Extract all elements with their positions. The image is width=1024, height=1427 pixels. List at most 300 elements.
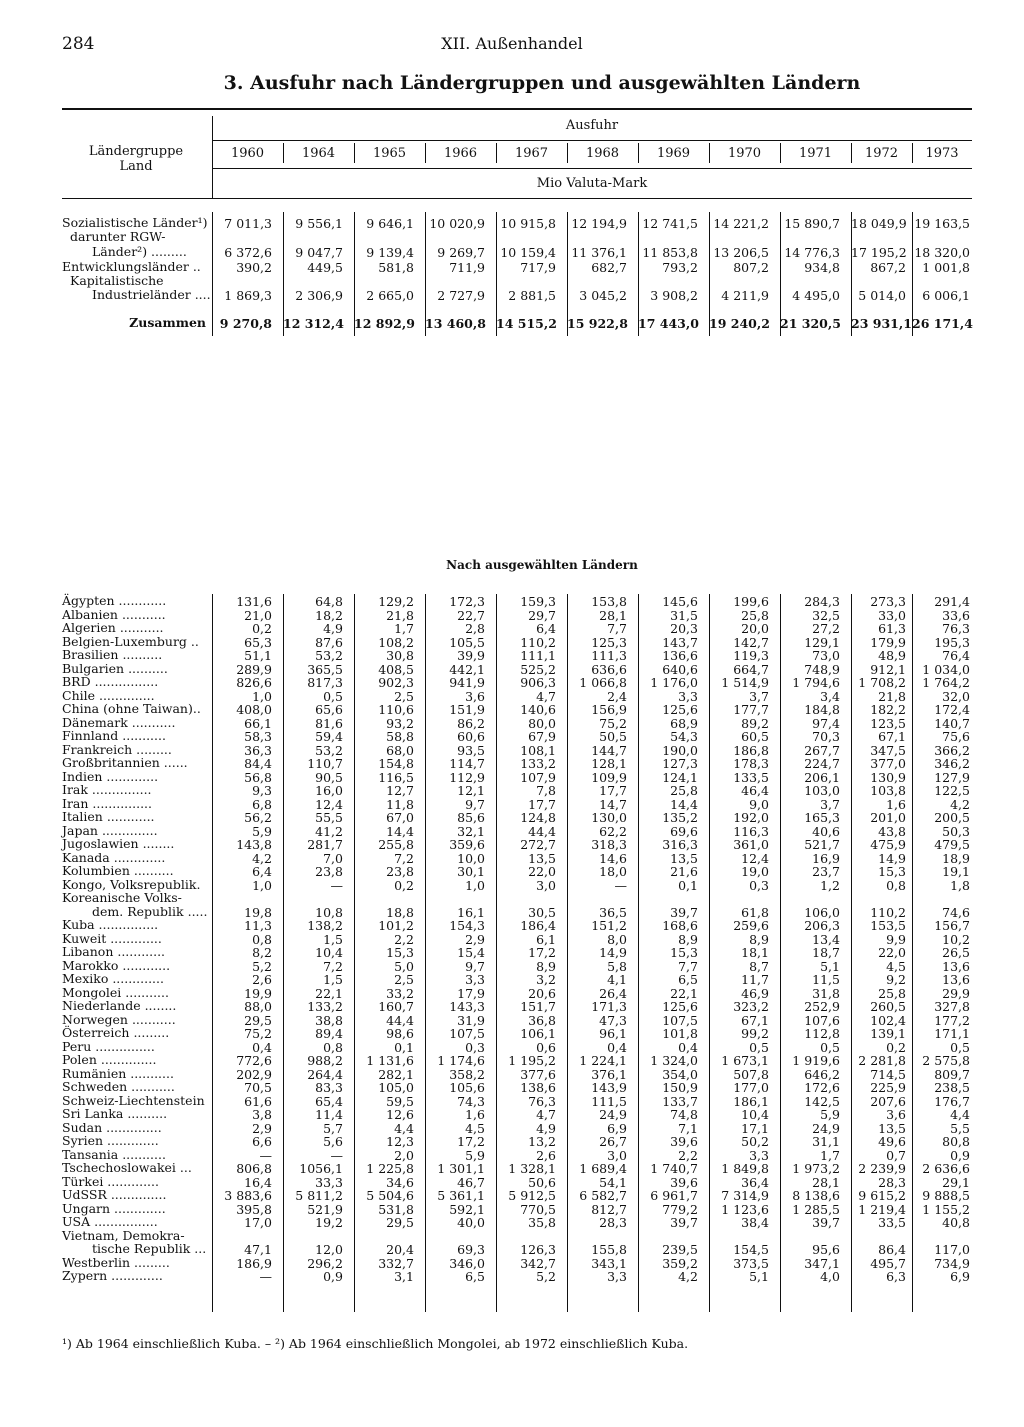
stub-header-line-2: Land xyxy=(119,159,153,174)
country-cell: 5 912,5 xyxy=(508,1188,556,1203)
country-cell: 7,7 xyxy=(607,621,627,636)
country-cell: 36,5 xyxy=(599,904,627,920)
country-cell: 342,7 xyxy=(520,1255,556,1271)
country-cell: 111,3 xyxy=(591,648,627,663)
country-cell: 13,2 xyxy=(528,1134,556,1149)
country-cell: 17,7 xyxy=(528,796,556,812)
country-cell: 16,9 xyxy=(812,850,840,866)
country-cell: 21,8 xyxy=(878,688,906,704)
country-cell: 16,4 xyxy=(244,1174,272,1190)
country-cell: 68,0 xyxy=(386,742,414,758)
country-cell: — xyxy=(330,1147,343,1163)
country-cell: 289,9 xyxy=(236,661,272,677)
country-cell: 130,9 xyxy=(870,769,906,785)
groups-cell: 6 372,6 xyxy=(224,245,272,260)
country-cell: 33,0 xyxy=(878,607,906,623)
year-divider xyxy=(354,143,355,163)
country-row-label: Indien ............. xyxy=(62,768,159,784)
groups-cell: 4 495,0 xyxy=(792,288,840,303)
country-cell: 9,0 xyxy=(749,796,769,812)
country-cell: 3,4 xyxy=(820,688,840,704)
country-cell: 142,7 xyxy=(733,634,769,650)
groups-cell: 3 045,2 xyxy=(579,288,627,303)
country-row-label: Tansania ........... xyxy=(62,1146,166,1162)
country-row-label: Algerien ........... xyxy=(62,620,164,635)
country-cell: 442,1 xyxy=(449,661,485,677)
country-cell: 3,6 xyxy=(886,1107,906,1122)
country-cell: 25,8 xyxy=(878,985,906,1001)
country-cell: 108,1 xyxy=(520,742,556,758)
country-cell: 38,8 xyxy=(315,1012,343,1028)
country-cell: 273,3 xyxy=(870,594,906,609)
country-cell: 664,7 xyxy=(733,661,769,677)
country-cell: 0,6 xyxy=(536,1039,556,1055)
country-cell: 4,4 xyxy=(394,1120,414,1136)
groups-cell: 2 665,0 xyxy=(366,288,414,303)
country-cell: 912,1 xyxy=(870,661,906,677)
country-cell: 5,8 xyxy=(607,958,627,974)
country-cell: 826,6 xyxy=(236,675,272,690)
year-header-1969: 1969 xyxy=(656,146,691,161)
groups-cell: 17 195,2 xyxy=(851,245,907,260)
country-cell: 41,2 xyxy=(315,823,343,839)
country-cell: 0,5 xyxy=(323,688,343,704)
country-cell: 343,1 xyxy=(591,1255,627,1271)
country-cell: 1 155,2 xyxy=(922,1201,970,1217)
country-cell: 66,1 xyxy=(244,715,272,731)
country-cell: 2,4 xyxy=(607,688,627,704)
country-cell: 377,0 xyxy=(870,756,906,771)
country-cell: 296,2 xyxy=(307,1255,343,1271)
groups-cell: 9 646,1 xyxy=(366,216,414,231)
country-cell: 6 961,7 xyxy=(650,1188,698,1203)
country-cell: 30,5 xyxy=(528,904,556,920)
country-cell: 2,8 xyxy=(465,621,485,636)
country-cell: 1,6 xyxy=(886,796,906,812)
country-cell: 127,3 xyxy=(662,756,698,771)
countries-heading: Nach ausgewählten Ländern xyxy=(446,558,638,572)
groups-cell: 14 221,2 xyxy=(713,216,769,231)
country-cell: 133,2 xyxy=(520,756,556,771)
country-cell: 47,1 xyxy=(244,1242,272,1257)
country-cell: 30,1 xyxy=(457,864,485,879)
country-row-label: Sri Lanka .......... xyxy=(62,1106,168,1121)
country-cell: 4,5 xyxy=(465,1120,485,1136)
country-cell: 48,9 xyxy=(878,648,906,663)
country-cell: 36,3 xyxy=(244,742,272,758)
country-cell: 110,2 xyxy=(870,904,906,920)
groups-cell: 14 776,3 xyxy=(784,245,840,260)
country-cell: 1 195,2 xyxy=(508,1053,556,1068)
country-row-label: Großbritannien ...... xyxy=(62,755,188,770)
country-cell: 8 138,6 xyxy=(792,1188,840,1203)
country-cell: 61,6 xyxy=(244,1093,272,1109)
groups-cell: 9 270,8 xyxy=(219,316,272,331)
country-cell: 347,5 xyxy=(870,742,906,758)
country-cell: 346,0 xyxy=(449,1255,485,1271)
year-divider xyxy=(425,143,426,163)
country-cell: 23,8 xyxy=(386,864,414,879)
country-cell: 0,7 xyxy=(886,1147,906,1163)
country-cell: 734,9 xyxy=(934,1255,970,1271)
country-cell: 1 176,0 xyxy=(650,675,698,690)
country-cell: 21,8 xyxy=(386,607,414,623)
country-cell: 6,4 xyxy=(536,621,556,636)
country-cell: 138,2 xyxy=(307,918,343,933)
country-cell: 33,6 xyxy=(942,607,970,623)
country-cell: 0,2 xyxy=(252,621,272,636)
country-cell: 74,3 xyxy=(457,1093,485,1109)
country-row-label: Ägypten ............ xyxy=(62,593,167,608)
groups-cell: 390,2 xyxy=(236,260,272,275)
groups-row-label: Entwicklungsländer .. xyxy=(62,259,201,274)
country-cell: 99,2 xyxy=(741,1026,769,1041)
country-row-label: Norwegen ........... xyxy=(62,1011,176,1027)
country-cell: 16,1 xyxy=(457,904,485,920)
country-cell: 29,5 xyxy=(386,1215,414,1230)
country-cell: 714,5 xyxy=(870,1066,906,1082)
country-cell: 10,8 xyxy=(315,904,343,920)
country-cell: 4,7 xyxy=(536,688,556,704)
country-cell: 3,0 xyxy=(536,877,556,893)
country-cell: 154,3 xyxy=(449,918,485,933)
country-cell: 154,5 xyxy=(733,1242,769,1257)
country-row-label: UdSSR .............. xyxy=(62,1187,167,1202)
country-cell: 252,9 xyxy=(804,999,840,1014)
country-cell: 28,1 xyxy=(599,607,627,623)
country-cell: 110,7 xyxy=(307,756,343,771)
year-header-1960: 1960 xyxy=(230,146,265,161)
country-cell: 40,6 xyxy=(812,823,840,839)
country-cell: 2,2 xyxy=(394,931,414,947)
country-cell: 190,0 xyxy=(662,742,698,758)
country-cell: 87,6 xyxy=(315,634,343,650)
country-row-label: Kolumbien .......... xyxy=(62,863,174,878)
country-row-label: Mexiko ............. xyxy=(62,971,164,986)
country-cell: 110,2 xyxy=(520,634,556,650)
country-cell: — xyxy=(614,877,627,893)
country-row-label: Ungarn ............. xyxy=(62,1200,166,1216)
country-cell: 20,0 xyxy=(741,621,769,636)
country-cell: 0,9 xyxy=(950,1147,970,1163)
country-cell: 60,5 xyxy=(741,729,769,744)
country-cell: 1 514,9 xyxy=(721,675,769,690)
country-row-label: Brasilien .......... xyxy=(62,647,163,662)
country-cell: 131,6 xyxy=(236,594,272,609)
groups-cell: 9 139,4 xyxy=(366,245,414,260)
country-cell: 13,5 xyxy=(878,1120,906,1136)
country-cell: 18,8 xyxy=(386,904,414,920)
country-cell: 171,3 xyxy=(591,999,627,1014)
country-cell: 5,2 xyxy=(536,1269,556,1284)
country-cell: 32,1 xyxy=(457,823,485,839)
year-header-1970: 1970 xyxy=(727,146,762,161)
country-cell: 25,8 xyxy=(670,783,698,798)
country-cell: 0,3 xyxy=(465,1039,485,1055)
groups-cell: 15 890,7 xyxy=(784,216,840,231)
country-row-label: tische Republik ... xyxy=(92,1241,207,1256)
country-cell: 1,2 xyxy=(820,877,840,893)
year-divider xyxy=(638,143,639,163)
country-cell: 119,3 xyxy=(733,648,769,663)
groups-cell: 26 171,4 xyxy=(912,316,973,331)
country-row-label: Jugoslawien ........ xyxy=(62,836,175,851)
country-cell: 60,6 xyxy=(457,729,485,744)
country-cell: 143,7 xyxy=(662,634,698,650)
country-cell: 8,9 xyxy=(678,931,698,947)
country-cell: 26,7 xyxy=(599,1134,627,1149)
country-cell: 53,2 xyxy=(315,648,343,663)
country-cell: 172,3 xyxy=(449,594,485,609)
country-cell: 69,3 xyxy=(457,1242,485,1257)
country-cell: 5,5 xyxy=(950,1120,970,1136)
country-cell: 75,6 xyxy=(942,729,970,744)
country-cell: 107,5 xyxy=(449,1026,485,1041)
groups-cell: 11 853,8 xyxy=(642,245,698,260)
country-cell: 772,6 xyxy=(236,1053,272,1068)
country-cell: 224,7 xyxy=(804,756,840,771)
groups-cell: 2 306,9 xyxy=(295,288,343,303)
country-cell: 150,9 xyxy=(662,1080,698,1095)
country-cell: 46,9 xyxy=(741,985,769,1001)
groups-row-label: Zusammen xyxy=(129,315,206,330)
country-row-label: Peru ............... xyxy=(62,1038,155,1054)
country-cell: 29,9 xyxy=(942,985,970,1001)
country-cell: 0,2 xyxy=(886,1039,906,1055)
country-cell: 61,8 xyxy=(741,904,769,920)
country-cell: 22,1 xyxy=(670,985,698,1001)
country-cell: 186,9 xyxy=(236,1255,272,1271)
country-row-label: Rumänien ........... xyxy=(62,1065,174,1081)
country-cell: 125,3 xyxy=(591,634,627,650)
country-cell: 281,7 xyxy=(307,837,343,852)
country-cell: 255,8 xyxy=(378,837,414,852)
country-cell: 177,0 xyxy=(733,1080,769,1095)
country-cell: 142,5 xyxy=(804,1093,840,1109)
year-divider xyxy=(283,143,284,163)
country-cell: 2 281,8 xyxy=(858,1053,906,1068)
country-row-label: Türkei ............. xyxy=(62,1173,159,1189)
groups-cell: 21 320,5 xyxy=(780,316,841,331)
country-row-label: Schweden ........... xyxy=(62,1079,175,1094)
country-cell: 376,1 xyxy=(591,1066,627,1082)
country-cell: 123,5 xyxy=(870,715,906,731)
country-cell: 14,4 xyxy=(670,796,698,812)
country-cell: 32,0 xyxy=(942,688,970,704)
country-cell: 6,8 xyxy=(252,796,272,812)
groups-cell: 23 931,1 xyxy=(851,316,912,331)
country-cell: 11,7 xyxy=(741,972,769,987)
country-cell: 108,2 xyxy=(378,634,414,650)
groups-cell: 9 556,1 xyxy=(295,216,343,231)
country-row-label: Koreanische Volks- xyxy=(62,890,182,905)
country-cell: 55,5 xyxy=(315,810,343,825)
country-row-label: USA ................ xyxy=(62,1214,158,1229)
country-cell: 17,1 xyxy=(741,1120,769,1136)
groups-cell: 3 908,2 xyxy=(650,288,698,303)
country-cell: 117,0 xyxy=(934,1242,970,1257)
country-cell: 18,1 xyxy=(741,945,769,960)
country-cell: 7 314,9 xyxy=(721,1188,769,1203)
groups-cell: 12 892,9 xyxy=(354,316,415,331)
country-cell: 105,5 xyxy=(449,634,485,650)
country-cell: 43,8 xyxy=(878,823,906,839)
country-cell: 6,9 xyxy=(607,1120,627,1136)
country-cell: 124,8 xyxy=(520,810,556,825)
groups-cell: 5 014,0 xyxy=(858,288,906,303)
country-cell: 260,5 xyxy=(870,999,906,1014)
groups-cell: 4 211,9 xyxy=(721,288,769,303)
country-cell: 12,0 xyxy=(315,1242,343,1257)
country-cell: 19,2 xyxy=(315,1215,343,1230)
country-cell: 1,7 xyxy=(394,621,414,636)
country-cell: 24,9 xyxy=(812,1120,840,1136)
country-cell: 95,6 xyxy=(812,1242,840,1257)
country-cell: 495,7 xyxy=(870,1255,906,1271)
country-cell: 176,7 xyxy=(934,1093,970,1109)
country-cell: 44,4 xyxy=(528,823,556,839)
country-cell: 225,9 xyxy=(870,1080,906,1095)
country-cell: 179,9 xyxy=(870,634,906,650)
country-row-label: Marokko ............ xyxy=(62,957,171,973)
country-cell: 0,1 xyxy=(678,877,698,893)
groups-cell: 711,9 xyxy=(449,260,485,275)
country-cell: 1,6 xyxy=(465,1107,485,1122)
country-cell: 39,6 xyxy=(670,1134,698,1149)
country-cell: 103,0 xyxy=(804,783,840,798)
country-cell: 0,5 xyxy=(950,1039,970,1055)
country-cell: 359,6 xyxy=(449,837,485,852)
country-cell: 4,2 xyxy=(950,796,970,812)
country-cell: 11,8 xyxy=(386,796,414,812)
country-cell: 906,3 xyxy=(520,675,556,690)
country-cell: 25,8 xyxy=(741,607,769,623)
country-cell: 143,8 xyxy=(236,837,272,852)
country-cell: 3,2 xyxy=(536,972,556,987)
country-cell: 366,2 xyxy=(934,742,970,758)
country-cell: 200,5 xyxy=(934,810,970,825)
country-cell: 1 849,8 xyxy=(721,1161,769,1176)
country-cell: 354,0 xyxy=(662,1066,698,1082)
country-cell: 17,7 xyxy=(599,783,627,798)
country-cell: 156,7 xyxy=(934,918,970,933)
country-row-label: Bulgarien .......... xyxy=(62,660,168,676)
country-row-label: Italien ............ xyxy=(62,809,155,824)
country-cell: 182,2 xyxy=(870,702,906,717)
country-cell: 58,3 xyxy=(244,729,272,744)
country-cell: 39,9 xyxy=(457,648,485,663)
country-cell: 31,8 xyxy=(812,985,840,1001)
country-cell: 74,8 xyxy=(670,1107,698,1122)
country-row-label: Tschechoslowakei ... xyxy=(62,1160,192,1175)
country-cell: 67,0 xyxy=(386,810,414,825)
country-cell: 748,9 xyxy=(804,661,840,677)
groups-cell: 2 727,9 xyxy=(437,288,485,303)
country-cell: 3,3 xyxy=(607,1269,627,1284)
country-cell: — xyxy=(259,1147,272,1163)
country-cell: 21,6 xyxy=(670,864,698,879)
country-cell: 18,9 xyxy=(942,850,970,866)
country-cell: 0,9 xyxy=(323,1269,343,1284)
country-cell: 1 328,1 xyxy=(508,1161,556,1176)
country-cell: 1 324,0 xyxy=(650,1053,698,1068)
country-cell: 3,7 xyxy=(749,688,769,704)
country-cell: 3,6 xyxy=(465,688,485,704)
country-cell: 9 888,5 xyxy=(922,1188,970,1203)
country-cell: 0,2 xyxy=(394,877,414,893)
country-row-label: Albanien ........... xyxy=(62,606,166,622)
groups-cell: 18 049,9 xyxy=(851,216,907,231)
country-cell: 50,6 xyxy=(528,1174,556,1190)
country-cell: 101,8 xyxy=(662,1026,698,1041)
country-cell: 0,8 xyxy=(886,877,906,893)
country-cell: 114,7 xyxy=(449,756,485,771)
country-cell: 129,2 xyxy=(378,594,414,609)
country-cell: 76,4 xyxy=(942,648,970,663)
country-cell: 110,6 xyxy=(378,702,414,717)
country-row-label: Westberlin ......... xyxy=(62,1254,170,1270)
groups-cell: 10 020,9 xyxy=(429,216,485,231)
country-cell: 67,9 xyxy=(528,729,556,744)
country-cell: 129,1 xyxy=(804,634,840,650)
country-cell: 1 034,0 xyxy=(922,661,970,677)
country-cell: 12,1 xyxy=(457,783,485,798)
year-header-1964: 1964 xyxy=(301,146,336,161)
country-cell: 133,7 xyxy=(662,1093,698,1109)
country-cell: 12,4 xyxy=(315,796,343,812)
country-cell: 135,2 xyxy=(662,810,698,825)
country-cell: 40,8 xyxy=(942,1215,970,1230)
country-cell: 65,4 xyxy=(315,1093,343,1109)
groups-cell: 682,7 xyxy=(591,260,627,275)
country-cell: 3,3 xyxy=(465,972,485,987)
country-row-label: Kuweit ............. xyxy=(62,930,162,946)
country-cell: 323,2 xyxy=(733,999,769,1014)
country-cell: 282,1 xyxy=(378,1066,414,1082)
country-cell: 47,3 xyxy=(599,1012,627,1028)
country-cell: 18,2 xyxy=(315,607,343,623)
country-cell: 69,6 xyxy=(670,823,698,839)
country-cell: 199,6 xyxy=(733,594,769,609)
country-cell: 107,5 xyxy=(662,1012,698,1028)
country-cell: 111,5 xyxy=(591,1093,627,1109)
country-cell: 10,2 xyxy=(942,931,970,947)
country-cell: — xyxy=(259,1269,272,1284)
country-cell: 93,5 xyxy=(457,742,485,758)
country-cell: 2,0 xyxy=(394,1147,414,1163)
country-cell: 40,0 xyxy=(457,1215,485,1230)
country-cell: 1,0 xyxy=(252,877,272,893)
country-cell: 36,8 xyxy=(528,1012,556,1028)
country-cell: 145,6 xyxy=(662,594,698,609)
country-cell: 86,4 xyxy=(878,1242,906,1257)
country-cell: 0,4 xyxy=(678,1039,698,1055)
country-cell: 39,6 xyxy=(670,1174,698,1190)
country-cell: 33,2 xyxy=(386,985,414,1001)
country-cell: 201,0 xyxy=(870,810,906,825)
country-cell: 107,6 xyxy=(804,1012,840,1028)
country-cell: 11,3 xyxy=(244,918,272,933)
country-cell: 0,3 xyxy=(749,877,769,893)
country-row-label: Niederlande ........ xyxy=(62,998,177,1013)
country-cell: 3,3 xyxy=(749,1147,769,1163)
country-cell: 0,4 xyxy=(607,1039,627,1055)
country-cell: 5 811,2 xyxy=(295,1188,343,1203)
country-cell: 33,3 xyxy=(315,1174,343,1190)
groups-cell: 10 915,8 xyxy=(500,216,556,231)
country-cell: 9,2 xyxy=(886,972,906,987)
country-cell: 112,8 xyxy=(804,1026,840,1041)
